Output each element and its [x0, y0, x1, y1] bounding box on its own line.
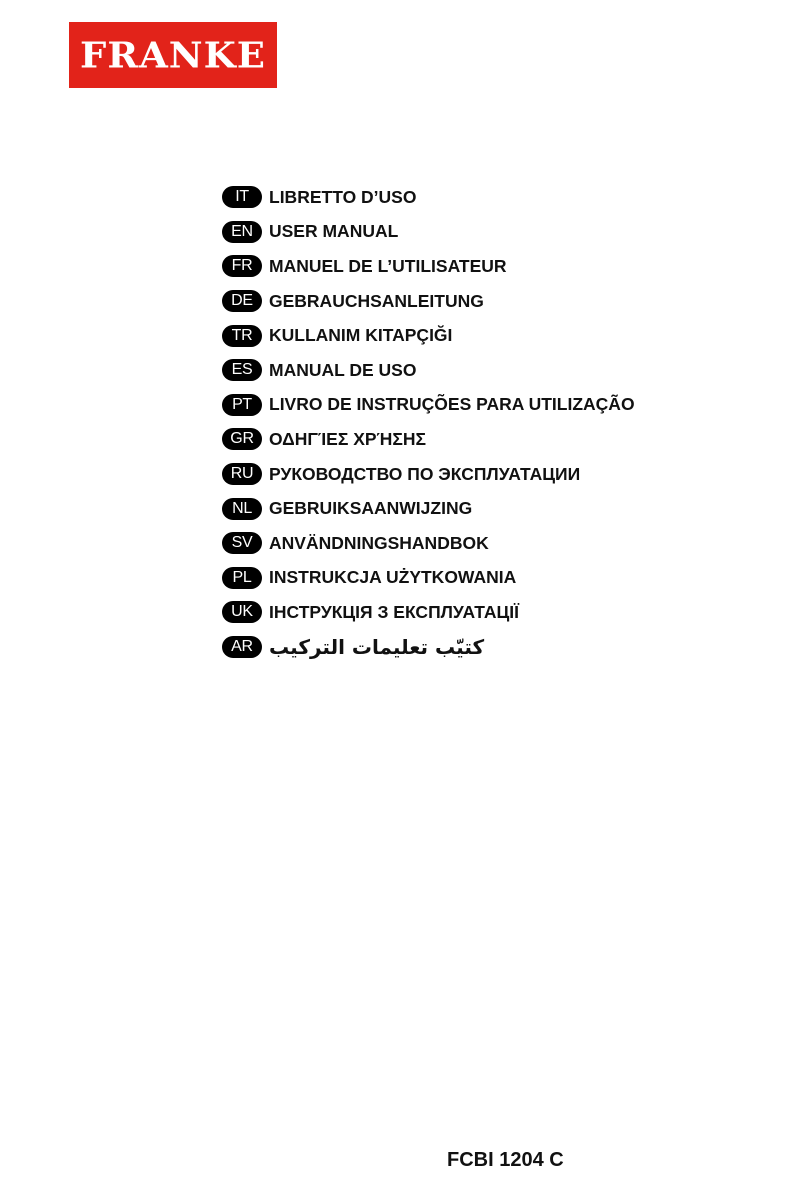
franke-logo: [69, 22, 277, 88]
language-item-nl: [222, 491, 635, 526]
language-item-pt: [222, 388, 635, 423]
manual-title: MANUEL DE L’UTILISATEUR: [269, 255, 507, 276]
language-item-de: [222, 284, 635, 319]
language-code-badge: PT: [222, 394, 262, 416]
language-code-badge: TR: [222, 325, 262, 347]
language-item-en: [222, 215, 635, 250]
logo-text: FRANKE: [80, 33, 266, 76]
manual-title: ANVÄNDNINGSHANDBOK: [269, 532, 489, 553]
language-code-badge: ES: [222, 359, 262, 381]
language-item-uk: [222, 595, 635, 630]
language-code-badge: NL: [222, 498, 262, 520]
manual-title: LIVRO DE INSTRUÇÕES PARA UTILIZAÇÃO: [269, 394, 635, 415]
manual-title: KULLANIM KITAPÇIĞI: [269, 325, 453, 346]
language-item-fr: [222, 249, 635, 284]
manual-title: كتيّب تعليمات التركيب: [269, 635, 485, 660]
language-code-badge: SV: [222, 532, 262, 554]
language-item-ru: [222, 457, 635, 492]
manual-title: INSTRUKCJA UŻYTKOWANIA: [269, 567, 517, 588]
language-code-badge: FR: [222, 255, 262, 277]
manual-title: GEBRUIKSAANWIJZING: [269, 498, 473, 519]
language-code-badge: IT: [222, 186, 262, 208]
language-code-badge: AR: [222, 636, 262, 658]
language-item-tr: [222, 318, 635, 353]
language-item-sv: [222, 526, 635, 561]
manual-title: LIBRETTO D’USO: [269, 186, 417, 207]
language-item-gr: [222, 422, 635, 457]
manual-title: GEBRAUCHSANLEITUNG: [269, 290, 484, 311]
manual-title: РУКОВОДСТВО ПО ЭКСПЛУАТАЦИИ: [269, 463, 581, 484]
language-code-badge: GR: [222, 428, 262, 450]
language-item-ar: [222, 630, 635, 665]
model-number: FCBI 1204 C: [447, 1149, 564, 1171]
manual-title: ΟΔΗΓΊΕΣ ΧΡΉΣΗΣ: [269, 428, 427, 449]
language-code-badge: DE: [222, 290, 262, 312]
language-item-it: [222, 180, 635, 215]
language-code-badge: EN: [222, 221, 262, 243]
manual-title: MANUAL DE USO: [269, 359, 417, 380]
language-code-badge: PL: [222, 567, 262, 589]
manual-title: USER MANUAL: [269, 221, 399, 242]
language-code-badge: UK: [222, 601, 262, 623]
language-list: [222, 180, 635, 664]
manual-title: ІНСТРУКЦІЯ З ЕКСПЛУАТАЦІЇ: [269, 601, 519, 622]
language-item-es: [222, 353, 635, 388]
language-code-badge: RU: [222, 463, 262, 485]
language-item-pl: [222, 561, 635, 596]
